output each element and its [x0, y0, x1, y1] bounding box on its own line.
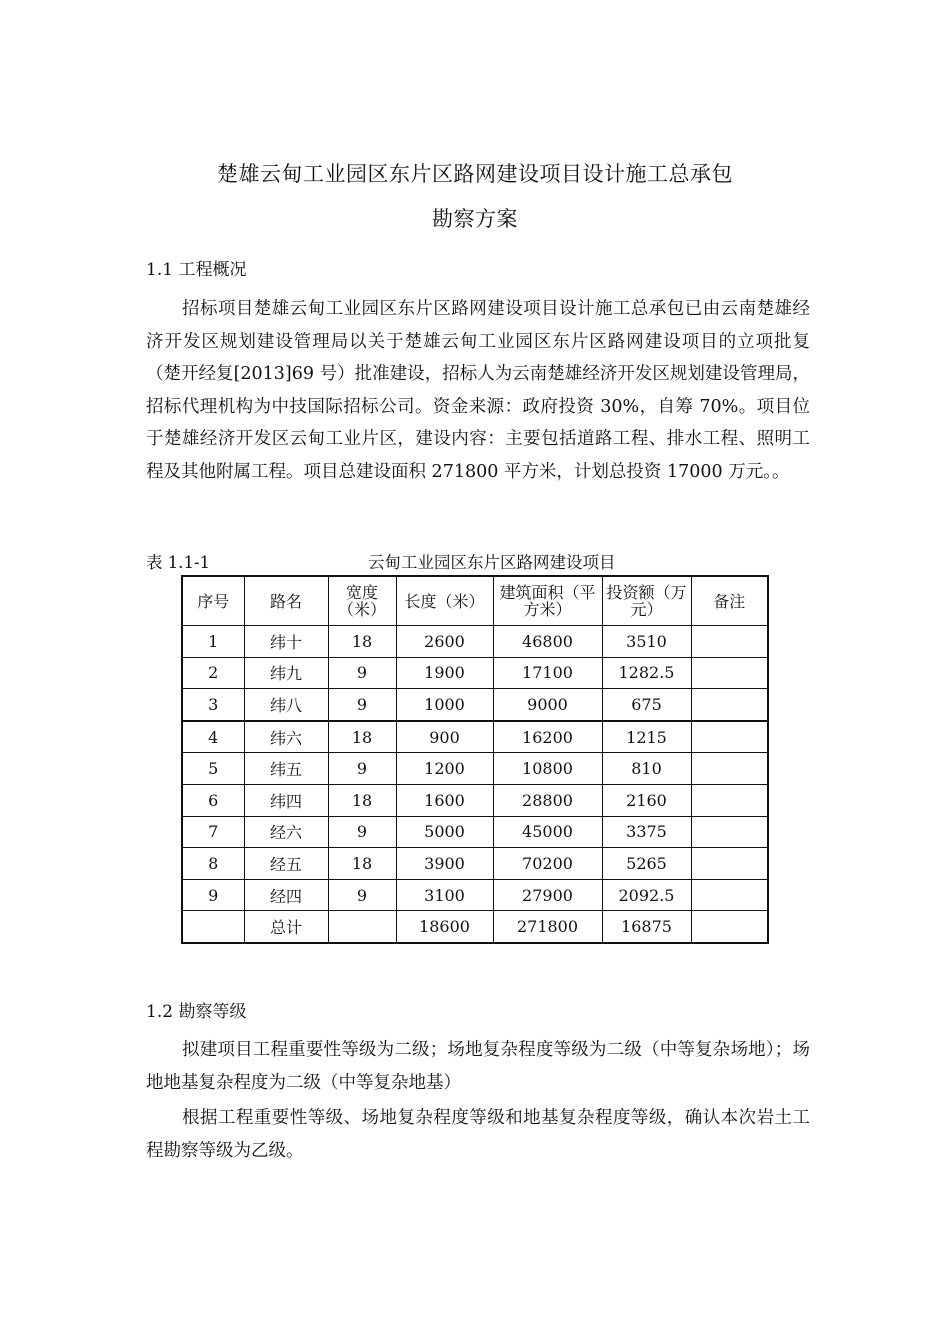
header-investment: 投资额（万元）	[602, 576, 691, 626]
cell-no: 3	[182, 689, 244, 721]
cell-remarks	[691, 721, 768, 753]
cell-no: 8	[182, 848, 244, 880]
cell-width: 18	[328, 721, 396, 753]
table-row	[182, 626, 768, 658]
cell-remarks	[691, 753, 768, 785]
cell-investment: 5265	[602, 848, 691, 880]
cell-investment: 16875	[602, 911, 691, 943]
cell-investment: 810	[602, 753, 691, 785]
table-row	[182, 848, 768, 880]
cell-length: 2600	[396, 626, 493, 658]
cell-length: 1000	[396, 689, 493, 721]
table-row	[182, 879, 768, 911]
table-total-row	[182, 911, 768, 943]
cell-remarks	[691, 657, 768, 689]
cell-road-name: 经四	[244, 879, 328, 911]
header-no: 序号	[182, 576, 244, 626]
cell-length: 3100	[396, 879, 493, 911]
cell-building-area: 27900	[493, 879, 602, 911]
cell-length: 900	[396, 721, 493, 753]
header-building-area: 建筑面积（平方米）	[493, 576, 602, 626]
cell-road-name: 经六	[244, 816, 328, 848]
cell-investment: 675	[602, 689, 691, 721]
cell-road-name: 纬八	[244, 689, 328, 721]
cell-road-name: 经五	[244, 848, 328, 880]
cell-width: 9	[328, 657, 396, 689]
cell-length: 3900	[396, 848, 493, 880]
cell-width: 18	[328, 848, 396, 880]
cell-remarks	[691, 848, 768, 880]
cell-width: 18	[328, 784, 396, 816]
cell-investment: 2092.5	[602, 879, 691, 911]
cell-investment: 3510	[602, 626, 691, 658]
cell-no: 4	[182, 721, 244, 753]
section-2-heading: 1.2 勘察等级	[146, 1002, 247, 1022]
cell-width: 18	[328, 626, 396, 658]
section-1-paragraph: 招标项目楚雄云甸工业园区东片区路网建设项目设计施工总承包已由云南楚雄经济开发区规划建设管理局以关于楚雄云甸工业园区东片区路网建设项目的立项批复（楚开经复[2013]69 号）批准建设，招标人为云南楚雄经济开发区规划建设管理局，招标代理机构为中技国际招标公司。资金来源：政府投资 30%，自筹 70%。项目位于楚雄经济开发区云甸工业片区，建设内容：主要包括道路工程、排水工程、照明工程及其他附属工程。项目总建设面积 271800 平方米，计划总投资 17000 万元。。	[146, 299, 810, 482]
cell-no: 5	[182, 753, 244, 785]
table-row	[182, 689, 768, 721]
cell-road-name: 纬九	[244, 657, 328, 689]
cell-building-area: 9000	[493, 689, 602, 721]
header-road-name: 路名	[244, 576, 328, 626]
cell-building-area: 46800	[493, 626, 602, 658]
cell-no: 1	[182, 626, 244, 658]
cell-remarks	[691, 911, 768, 943]
cell-remarks	[691, 626, 768, 658]
cell-building-area: 45000	[493, 816, 602, 848]
table-row	[182, 784, 768, 816]
cell-building-area: 271800	[493, 911, 602, 943]
cell-road-name: 总计	[244, 911, 328, 943]
cell-length: 18600	[396, 911, 493, 943]
cell-remarks	[691, 816, 768, 848]
header-remarks: 备注	[691, 576, 768, 626]
table-row	[182, 816, 768, 848]
cell-no: 6	[182, 784, 244, 816]
cell-no	[182, 911, 244, 943]
cell-building-area: 70200	[493, 848, 602, 880]
cell-road-name: 纬四	[244, 784, 328, 816]
table-row	[182, 657, 768, 689]
cell-investment: 1215	[602, 721, 691, 753]
cell-building-area: 17100	[493, 657, 602, 689]
cell-width: 9	[328, 816, 396, 848]
cell-no: 7	[182, 816, 244, 848]
section-1-heading: 1.1 工程概况	[146, 260, 247, 280]
cell-building-area: 10800	[493, 753, 602, 785]
cell-width: 9	[328, 879, 396, 911]
cell-no: 9	[182, 879, 244, 911]
document-title: 楚雄云甸工业园区东片区路网建设项目设计施工总承包	[217, 162, 733, 186]
cell-road-name: 纬五	[244, 753, 328, 785]
cell-building-area: 28800	[493, 784, 602, 816]
cell-investment: 3375	[602, 816, 691, 848]
road-network-table	[181, 575, 769, 944]
table-row	[182, 721, 768, 753]
cell-investment: 1282.5	[602, 657, 691, 689]
cell-width: 9	[328, 753, 396, 785]
section-2-paragraph-1: 拟建项目工程重要性等级为二级；场地复杂程度等级为二级（中等复杂场地）；场地地基复杂程度为二级（中等复杂地基）	[146, 1040, 810, 1093]
table-row	[182, 753, 768, 785]
header-length: 长度（米）	[396, 576, 493, 626]
table-caption: 云甸工业园区东片区路网建设项目	[368, 553, 616, 572]
cell-road-name: 纬六	[244, 721, 328, 753]
cell-remarks	[691, 784, 768, 816]
document-subtitle: 勘察方案	[432, 207, 518, 231]
cell-remarks	[691, 689, 768, 721]
table-header-row	[182, 576, 768, 626]
cell-width	[328, 911, 396, 943]
cell-investment: 2160	[602, 784, 691, 816]
cell-road-name: 纬十	[244, 626, 328, 658]
cell-length: 1200	[396, 753, 493, 785]
cell-length: 5000	[396, 816, 493, 848]
header-width: 宽度（米）	[328, 576, 396, 626]
cell-building-area: 16200	[493, 721, 602, 753]
cell-length: 1600	[396, 784, 493, 816]
cell-width: 9	[328, 689, 396, 721]
section-2-paragraph-2: 根据工程重要性等级、场地复杂程度等级和地基复杂程度等级，确认本次岩土工程勘察等级为乙级。	[146, 1108, 810, 1161]
cell-length: 1900	[396, 657, 493, 689]
cell-no: 2	[182, 657, 244, 689]
cell-remarks	[691, 879, 768, 911]
table-number: 表 1.1-1	[146, 553, 211, 572]
